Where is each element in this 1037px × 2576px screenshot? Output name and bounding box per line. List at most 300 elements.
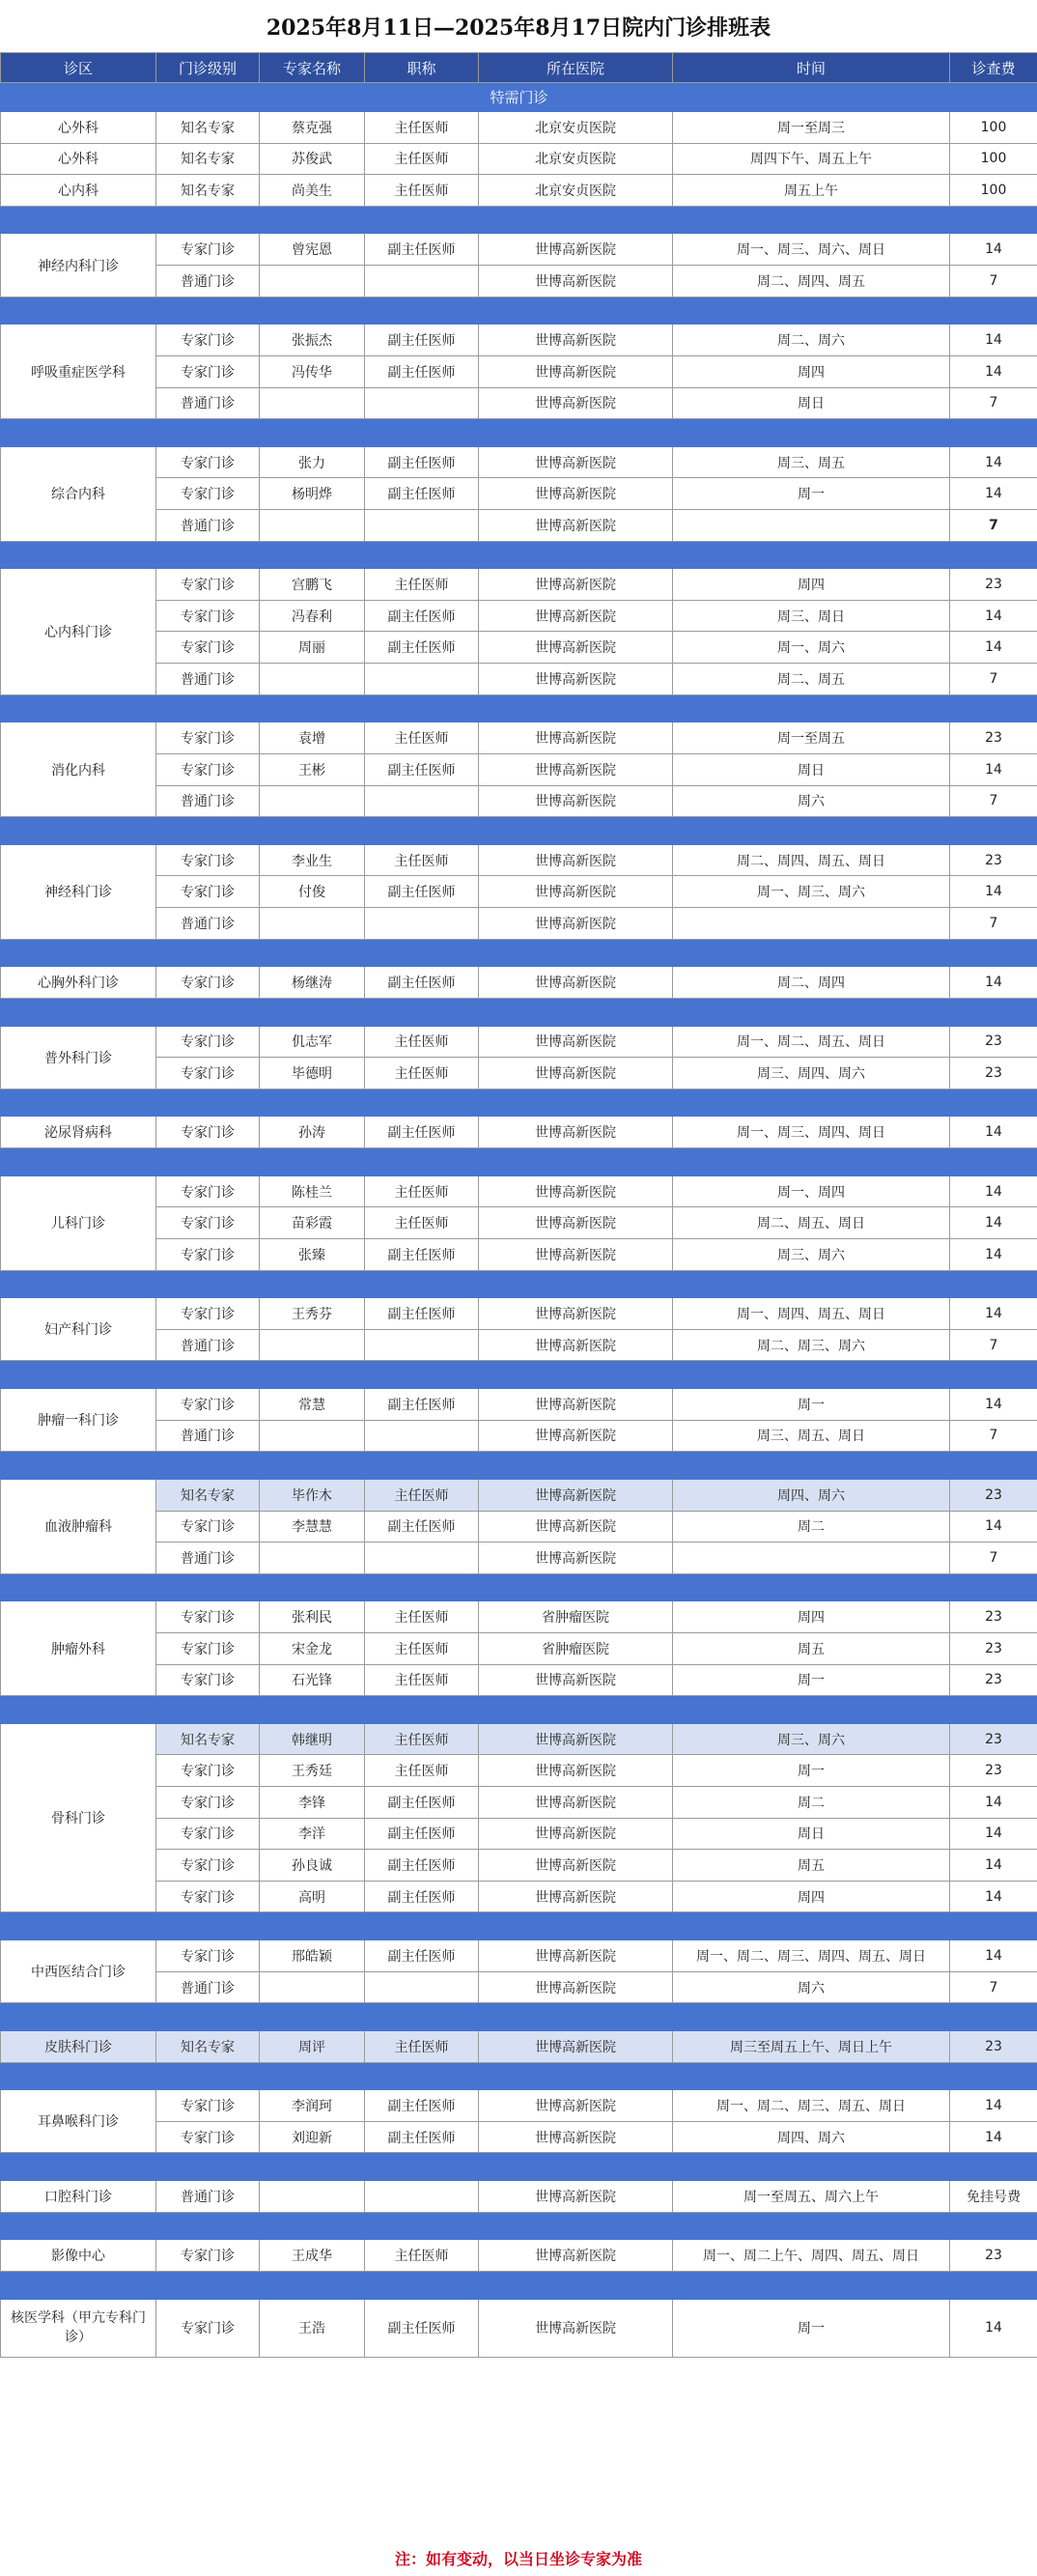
doctor-name-cell: 苏俊武 [260, 143, 365, 175]
title-cell: 副主任医师 [365, 2121, 479, 2153]
level-cell: 专家门诊 [156, 234, 260, 266]
title-cell: 副主任医师 [365, 325, 479, 356]
doctor-name-cell [260, 1543, 365, 1574]
level-cell: 普通门诊 [156, 1420, 260, 1452]
doctor-name-cell: 王彬 [260, 753, 365, 785]
table-row [1, 143, 1037, 175]
time-cell: 周一、周二、周三、周五、周日 [673, 2090, 950, 2122]
title-cell [365, 1329, 479, 1361]
separator-band [1, 939, 1037, 967]
fee-cell: 免挂号费 [950, 2181, 1037, 2213]
level-cell: 普通门诊 [156, 1971, 260, 2003]
time-cell: 周一 [673, 1664, 950, 1696]
fee-cell: 14 [950, 1940, 1037, 1972]
fee-cell: 7 [950, 664, 1037, 695]
fee-cell: 14 [950, 1207, 1037, 1239]
doctor-name-cell: 韩继明 [260, 1723, 365, 1755]
time-cell: 周四 [673, 569, 950, 601]
doctor-name-cell [260, 785, 365, 817]
doctor-name-cell: 王成华 [260, 2240, 365, 2272]
hospital-cell: 世博高新医院 [479, 446, 673, 478]
fee-cell: 14 [950, 325, 1037, 356]
level-cell: 专家门诊 [156, 1207, 260, 1239]
level-cell: 知名专家 [156, 1723, 260, 1755]
table-row [1, 175, 1037, 207]
separator-row [1, 2212, 1037, 2240]
title-cell: 副主任医师 [365, 1511, 479, 1543]
separator-band [1, 2153, 1037, 2181]
department-cell: 口腔科门诊 [1, 2181, 156, 2213]
hospital-cell: 世博高新医院 [479, 2121, 673, 2153]
hospital-cell: 世博高新医院 [479, 2031, 673, 2063]
separator-row [1, 541, 1037, 569]
time-cell: 周二、周四、周五 [673, 266, 950, 297]
time-cell: 周六 [673, 785, 950, 817]
fee-cell: 14 [950, 446, 1037, 478]
fee-cell: 23 [950, 1664, 1037, 1696]
time-cell: 周五 [673, 1633, 950, 1665]
department-cell: 泌尿肾病科 [1, 1117, 156, 1148]
doctor-name-cell: 李锋 [260, 1787, 365, 1819]
table-row [1, 1175, 1037, 1207]
fee-cell: 14 [950, 1787, 1037, 1819]
title-cell: 副主任医师 [365, 1298, 479, 1330]
doctor-name-cell [260, 1420, 365, 1452]
separator-row [1, 1148, 1037, 1176]
level-cell: 专家门诊 [156, 722, 260, 754]
separator-band [1, 206, 1037, 234]
doctor-name-cell: 常慧 [260, 1389, 365, 1421]
title-cell: 主任医师 [365, 1664, 479, 1696]
level-cell: 专家门诊 [156, 632, 260, 664]
level-cell: 普通门诊 [156, 1329, 260, 1361]
table-row [1, 1881, 1037, 1912]
hospital-cell: 世博高新医院 [479, 1420, 673, 1452]
title-cell [365, 1420, 479, 1452]
doctor-name-cell: 冯春利 [260, 600, 365, 632]
title-cell: 主任医师 [365, 1207, 479, 1239]
doctor-name-cell: 杨继涛 [260, 967, 365, 999]
level-cell: 专家门诊 [156, 600, 260, 632]
table-row [1, 1850, 1037, 1882]
separator-row [1, 998, 1037, 1026]
hospital-cell: 世博高新医院 [479, 1026, 673, 1058]
hospital-cell: 世博高新医院 [479, 1543, 673, 1574]
table-row [1, 1971, 1037, 2003]
level-cell: 普通门诊 [156, 908, 260, 940]
fee-cell: 100 [950, 143, 1037, 175]
fee-cell: 7 [950, 510, 1037, 542]
title-cell [365, 908, 479, 940]
level-cell: 专家门诊 [156, 753, 260, 785]
table-row [1, 632, 1037, 664]
header-fee: 诊查费 [950, 53, 1037, 83]
department-cell: 心外科 [1, 143, 156, 175]
hospital-cell: 世博高新医院 [479, 1479, 673, 1511]
time-cell: 周一 [673, 478, 950, 510]
separator-band [1, 2212, 1037, 2240]
table-row [1, 1787, 1037, 1819]
separator-row [1, 1361, 1037, 1389]
level-cell: 普通门诊 [156, 785, 260, 817]
doctor-name-cell: 袁增 [260, 722, 365, 754]
doctor-name-cell: 刘迎新 [260, 2121, 365, 2153]
doctor-name-cell: 王秀芬 [260, 1298, 365, 1330]
doctor-name-cell [260, 1971, 365, 2003]
level-cell: 普通门诊 [156, 1543, 260, 1574]
table-row [1, 1940, 1037, 1972]
fee-cell: 14 [950, 234, 1037, 266]
hospital-cell: 世博高新医院 [479, 1723, 673, 1755]
level-cell: 专家门诊 [156, 1633, 260, 1665]
level-cell: 专家门诊 [156, 355, 260, 387]
time-cell: 周四 [673, 1881, 950, 1912]
hospital-cell: 世博高新医院 [479, 2299, 673, 2357]
table-row [1, 1420, 1037, 1452]
time-cell: 周一、周二、周五、周日 [673, 1026, 950, 1058]
fee-cell: 14 [950, 1298, 1037, 1330]
table-row [1, 266, 1037, 297]
title-cell: 主任医师 [365, 722, 479, 754]
table-row [1, 1207, 1037, 1239]
doctor-name-cell [260, 1329, 365, 1361]
doctor-name-cell: 张振杰 [260, 325, 365, 356]
hospital-cell: 世博高新医院 [479, 1881, 673, 1912]
section-header-row [1, 83, 1037, 112]
level-cell: 专家门诊 [156, 2240, 260, 2272]
table-row [1, 967, 1037, 999]
table-row [1, 1664, 1037, 1696]
header-dept: 诊区 [1, 53, 156, 83]
time-cell: 周一至周三 [673, 112, 950, 144]
fee-cell: 14 [950, 1238, 1037, 1270]
table-row [1, 1117, 1037, 1148]
department-cell: 心外科 [1, 112, 156, 144]
doctor-name-cell: 杨明烨 [260, 478, 365, 510]
hospital-cell: 世博高新医院 [479, 1940, 673, 1972]
time-cell [673, 510, 950, 542]
time-cell: 周一、周三、周四、周日 [673, 1117, 950, 1148]
hospital-cell: 世博高新医院 [479, 632, 673, 664]
fee-cell: 14 [950, 600, 1037, 632]
fee-cell: 14 [950, 632, 1037, 664]
department-cell: 呼吸重症医学科 [1, 325, 156, 419]
hospital-cell: 世博高新医院 [479, 722, 673, 754]
doctor-name-cell: 李慧慧 [260, 1511, 365, 1543]
title-cell: 主任医师 [365, 2031, 479, 2063]
time-cell: 周一 [673, 1389, 950, 1421]
title-cell: 主任医师 [365, 1723, 479, 1755]
fee-cell: 7 [950, 387, 1037, 419]
fee-cell: 100 [950, 112, 1037, 144]
title-cell: 副主任医师 [365, 1940, 479, 1972]
department-cell: 普外科门诊 [1, 1026, 156, 1089]
doctor-name-cell: 高明 [260, 1881, 365, 1912]
header-time: 时间 [673, 53, 950, 83]
fee-cell: 14 [950, 1881, 1037, 1912]
title-cell: 副主任医师 [365, 1117, 479, 1148]
fee-cell: 23 [950, 2240, 1037, 2272]
title-cell: 主任医师 [365, 112, 479, 144]
header-title: 职称 [365, 53, 479, 83]
department-cell: 心内科 [1, 175, 156, 207]
hospital-cell: 世博高新医院 [479, 753, 673, 785]
time-cell: 周一、周三、周六、周日 [673, 234, 950, 266]
title-cell: 副主任医师 [365, 1787, 479, 1819]
department-cell: 核医学科（甲亢专科门诊） [1, 2299, 156, 2357]
separator-row [1, 1696, 1037, 1724]
separator-row [1, 1270, 1037, 1298]
time-cell: 周二、周四 [673, 967, 950, 999]
level-cell: 知名专家 [156, 2031, 260, 2063]
time-cell: 周一 [673, 2299, 950, 2357]
hospital-cell: 北京安贞医院 [479, 143, 673, 175]
header-hospital: 所在医院 [479, 53, 673, 83]
time-cell: 周三、周四、周六 [673, 1058, 950, 1090]
fee-cell: 7 [950, 785, 1037, 817]
table-row [1, 664, 1037, 695]
separator-band [1, 1696, 1037, 1724]
separator-band [1, 998, 1037, 1026]
table-row [1, 1755, 1037, 1787]
doctor-name-cell [260, 2181, 365, 2213]
title-cell: 主任医师 [365, 175, 479, 207]
time-cell: 周六 [673, 1971, 950, 2003]
separator-row [1, 419, 1037, 447]
fee-cell: 14 [950, 478, 1037, 510]
time-cell: 周三、周五 [673, 446, 950, 478]
time-cell: 周二、周五 [673, 664, 950, 695]
schedule-table [0, 52, 1037, 2358]
time-cell: 周一、周四、周五、周日 [673, 1298, 950, 1330]
time-cell: 周四 [673, 1601, 950, 1633]
time-cell: 周二 [673, 1511, 950, 1543]
table-body [1, 83, 1037, 2358]
hospital-cell: 世博高新医院 [479, 1971, 673, 2003]
title-cell: 主任医师 [365, 1175, 479, 1207]
separator-band [1, 2062, 1037, 2090]
title-cell [365, 1971, 479, 2003]
separator-row [1, 939, 1037, 967]
separator-row [1, 2272, 1037, 2300]
hospital-cell: 世博高新医院 [479, 908, 673, 940]
department-cell: 综合内科 [1, 446, 156, 541]
department-cell: 心胸外科门诊 [1, 967, 156, 999]
title-cell [365, 1543, 479, 1574]
hospital-cell: 世博高新医院 [479, 1058, 673, 1090]
time-cell: 周二 [673, 1787, 950, 1819]
level-cell: 专家门诊 [156, 1664, 260, 1696]
doctor-name-cell [260, 387, 365, 419]
hospital-cell: 世博高新医院 [479, 266, 673, 297]
fee-cell: 23 [950, 722, 1037, 754]
doctor-name-cell [260, 908, 365, 940]
hospital-cell: 世博高新医院 [479, 2240, 673, 2272]
time-cell: 周五 [673, 1850, 950, 1882]
hospital-cell: 省肿瘤医院 [479, 1601, 673, 1633]
doctor-name-cell: 孙涛 [260, 1117, 365, 1148]
doctor-name-cell [260, 510, 365, 542]
level-cell: 普通门诊 [156, 664, 260, 695]
title-cell: 副主任医师 [365, 1850, 479, 1882]
separator-band [1, 2272, 1037, 2300]
title-cell: 副主任医师 [365, 2299, 479, 2357]
hospital-cell: 世博高新医院 [479, 478, 673, 510]
doctor-name-cell: 张臻 [260, 1238, 365, 1270]
department-cell: 肿瘤外科 [1, 1601, 156, 1696]
doctor-name-cell: 王浩 [260, 2299, 365, 2357]
fee-cell: 14 [950, 1850, 1037, 1882]
time-cell: 周二、周三、周六 [673, 1329, 950, 1361]
separator-band [1, 694, 1037, 722]
time-cell: 周日 [673, 753, 950, 785]
level-cell: 专家门诊 [156, 1818, 260, 1850]
level-cell: 专家门诊 [156, 446, 260, 478]
separator-row [1, 2062, 1037, 2090]
doctor-name-cell: 付俊 [260, 876, 365, 908]
fee-cell: 23 [950, 844, 1037, 876]
time-cell: 周二、周四、周五、周日 [673, 844, 950, 876]
fee-cell: 14 [950, 1511, 1037, 1543]
table-row [1, 844, 1037, 876]
level-cell: 专家门诊 [156, 569, 260, 601]
department-cell: 儿科门诊 [1, 1175, 156, 1270]
hospital-cell: 世博高新医院 [479, 1298, 673, 1330]
separator-band [1, 541, 1037, 569]
table-row [1, 112, 1037, 144]
level-cell: 专家门诊 [156, 1117, 260, 1148]
fee-cell: 14 [950, 967, 1037, 999]
table-row [1, 1601, 1037, 1633]
doctor-name-cell: 毕作木 [260, 1479, 365, 1511]
level-cell: 普通门诊 [156, 387, 260, 419]
hospital-cell: 世博高新医院 [479, 664, 673, 695]
time-cell: 周一、周二、周三、周四、周五、周日 [673, 1940, 950, 1972]
table-row [1, 2090, 1037, 2122]
time-cell: 周三、周日 [673, 600, 950, 632]
level-cell: 专家门诊 [156, 1175, 260, 1207]
doctor-name-cell: 曾宪恩 [260, 234, 365, 266]
level-cell: 知名专家 [156, 175, 260, 207]
title-cell: 主任医师 [365, 1479, 479, 1511]
level-cell: 专家门诊 [156, 1755, 260, 1787]
department-cell: 中西医结合门诊 [1, 1940, 156, 2003]
hospital-cell: 世博高新医院 [479, 1664, 673, 1696]
title-cell: 副主任医师 [365, 2090, 479, 2122]
table-row [1, 600, 1037, 632]
fee-cell: 23 [950, 1479, 1037, 1511]
hospital-cell: 世博高新医院 [479, 1207, 673, 1239]
title-cell [365, 2181, 479, 2213]
hospital-cell: 世博高新医院 [479, 1175, 673, 1207]
table-row [1, 355, 1037, 387]
table-row [1, 1329, 1037, 1361]
time-cell: 周日 [673, 387, 950, 419]
department-cell: 血液肿瘤科 [1, 1479, 156, 1573]
header-name: 专家名称 [260, 53, 365, 83]
title-cell: 副主任医师 [365, 876, 479, 908]
table-header-row [1, 53, 1037, 83]
level-cell: 专家门诊 [156, 1511, 260, 1543]
fee-cell: 14 [950, 1175, 1037, 1207]
doctor-name-cell: 冯传华 [260, 355, 365, 387]
title-cell [365, 510, 479, 542]
fee-cell: 14 [950, 1818, 1037, 1850]
level-cell: 知名专家 [156, 143, 260, 175]
fee-cell: 100 [950, 175, 1037, 207]
table-row [1, 478, 1037, 510]
level-cell: 专家门诊 [156, 1881, 260, 1912]
fee-cell: 7 [950, 266, 1037, 297]
time-cell: 周一至周五 [673, 722, 950, 754]
doctor-name-cell: 张力 [260, 446, 365, 478]
fee-cell: 23 [950, 1723, 1037, 1755]
table-row [1, 753, 1037, 785]
hospital-cell: 世博高新医院 [479, 355, 673, 387]
doctor-name-cell: 陈桂兰 [260, 1175, 365, 1207]
table-row [1, 722, 1037, 754]
level-cell: 专家门诊 [156, 844, 260, 876]
hospital-cell: 世博高新医院 [479, 325, 673, 356]
department-cell: 皮肤科门诊 [1, 2031, 156, 2063]
time-cell [673, 908, 950, 940]
separator-band [1, 1452, 1037, 1480]
title-cell: 副主任医师 [365, 478, 479, 510]
doctor-name-cell: 周丽 [260, 632, 365, 664]
hospital-cell: 世博高新医院 [479, 1329, 673, 1361]
level-cell: 知名专家 [156, 1479, 260, 1511]
hospital-cell: 世博高新医院 [479, 569, 673, 601]
time-cell: 周日 [673, 1818, 950, 1850]
level-cell: 专家门诊 [156, 2090, 260, 2122]
doctor-name-cell: 宋金龙 [260, 1633, 365, 1665]
hospital-cell: 世博高新医院 [479, 1117, 673, 1148]
title-cell [365, 266, 479, 297]
table-row [1, 1543, 1037, 1574]
title-cell: 副主任医师 [365, 1881, 479, 1912]
separator-row [1, 1452, 1037, 1480]
fee-cell: 14 [950, 1389, 1037, 1421]
doctor-name-cell: 毕德明 [260, 1058, 365, 1090]
doctor-name-cell: 李业生 [260, 844, 365, 876]
fee-cell: 14 [950, 2299, 1037, 2357]
time-cell: 周四下午、周五上午 [673, 143, 950, 175]
doctor-name-cell: 孙良诚 [260, 1850, 365, 1882]
department-cell: 影像中心 [1, 2240, 156, 2272]
time-cell [673, 1543, 950, 1574]
table-row [1, 1633, 1037, 1665]
separator-band [1, 1270, 1037, 1298]
table-row [1, 1389, 1037, 1421]
separator-row [1, 1912, 1037, 1940]
separator-row [1, 817, 1037, 845]
title-cell: 副主任医师 [365, 355, 479, 387]
table-row [1, 234, 1037, 266]
doctor-name-cell: 苗彩霞 [260, 1207, 365, 1239]
hospital-cell: 世博高新医院 [479, 1389, 673, 1421]
footer-note: 注：如有变动，以当日坐诊专家为准 [394, 2550, 642, 2568]
separator-band [1, 1573, 1037, 1601]
separator-band [1, 1912, 1037, 1940]
title-cell [365, 387, 479, 419]
department-cell: 耳鼻喉科门诊 [1, 2090, 156, 2153]
title-cell: 副主任医师 [365, 600, 479, 632]
title-cell: 主任医师 [365, 1026, 479, 1058]
level-cell: 专家门诊 [156, 1601, 260, 1633]
fee-cell: 14 [950, 1117, 1037, 1148]
title-cell [365, 664, 479, 695]
title-cell: 主任医师 [365, 143, 479, 175]
